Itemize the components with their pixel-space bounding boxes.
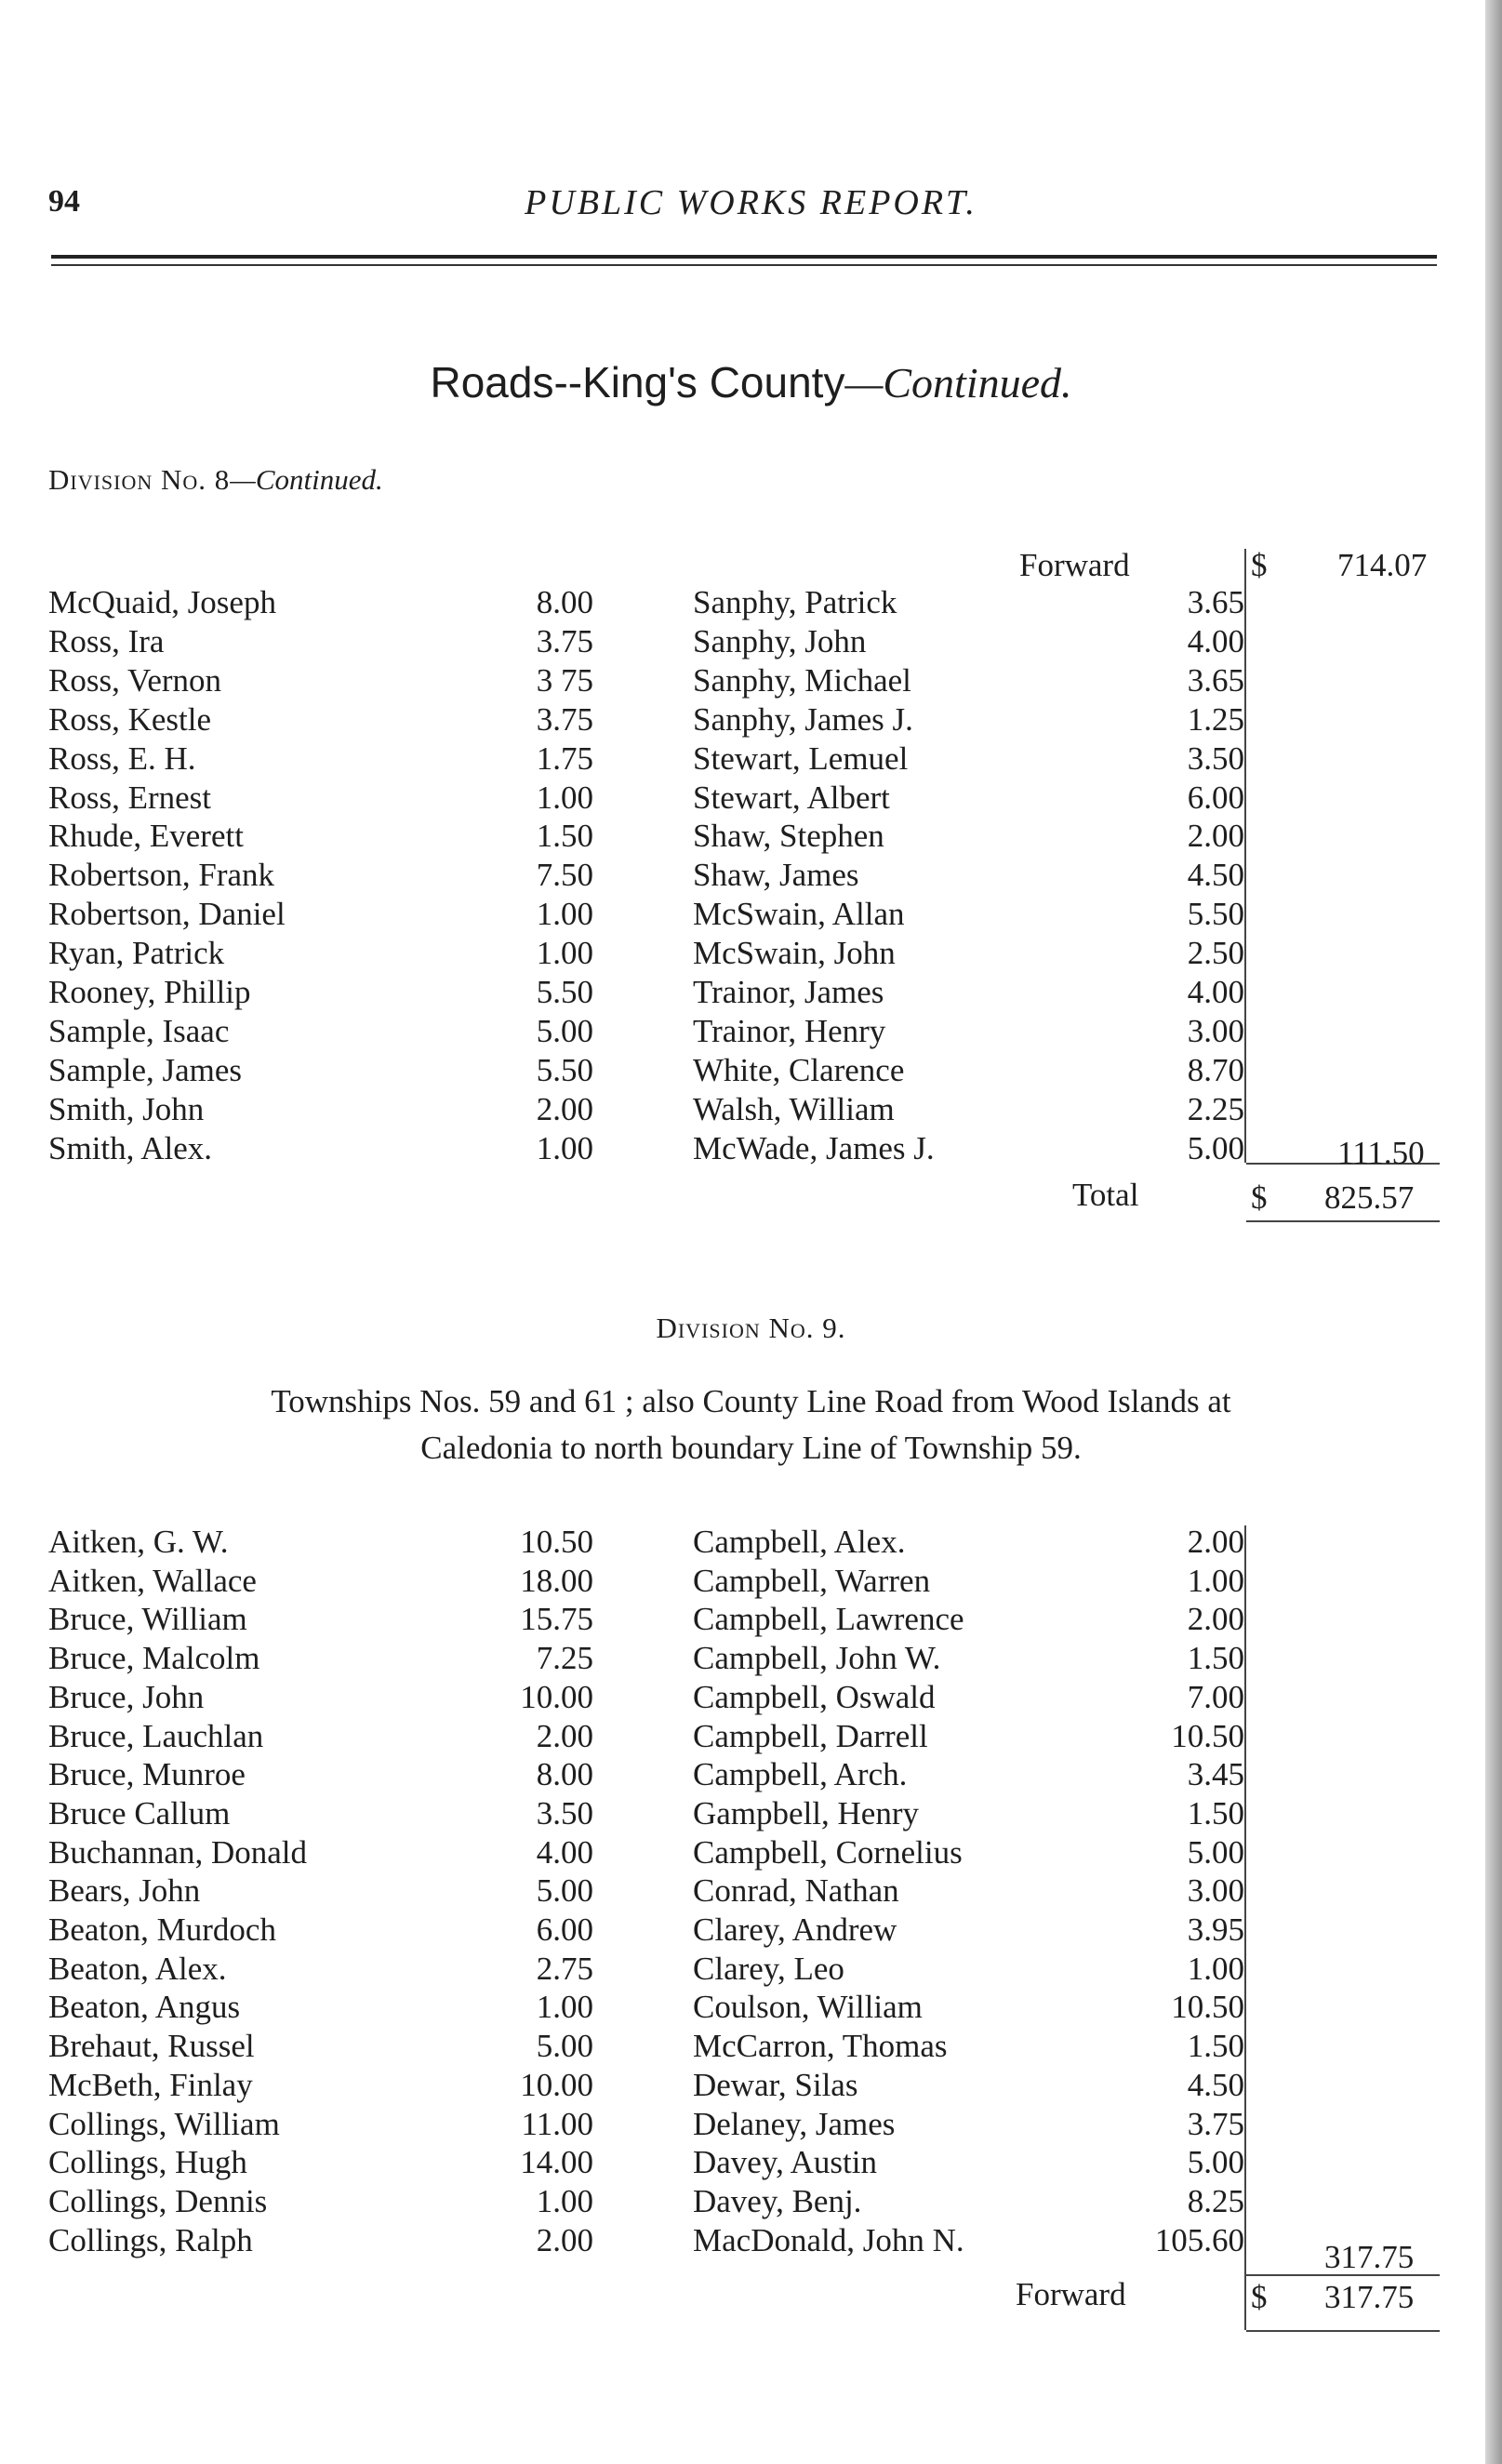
division-9-heading: Division No. 9. (656, 1312, 846, 1344)
entry-amount: 1.00 (536, 1989, 593, 2026)
division-8-total-amount: 825.57 (1324, 1179, 1415, 1216)
division-9-forward-rule (1246, 2330, 1440, 2332)
entry-amount: 7.25 (536, 1640, 593, 1677)
entry-name: Bruce, Malcolm (48, 1640, 260, 1677)
entry-amount: 8.70 (1187, 1051, 1244, 1088)
section-title (0, 357, 1502, 407)
division-8-heading (48, 463, 383, 497)
entry-amount: 3.75 (536, 700, 593, 738)
entry-name: Shaw, Stephen (693, 818, 884, 855)
entry-name: Campbell, Warren (693, 1562, 931, 1599)
entry-amount: 1.00 (536, 779, 593, 816)
entry-name: Collings, Hugh (48, 2144, 247, 2181)
entry-name: Campbell, Arch. (693, 1756, 908, 1793)
entry-amount: 1.50 (1187, 1640, 1244, 1677)
entry-amount: 3.75 (536, 622, 593, 659)
entry-amount: 5.50 (536, 974, 593, 1010)
entry-name: Trainor, James (693, 974, 884, 1010)
entry-amount: 1.50 (1187, 1794, 1244, 1831)
entry-amount: 7.50 (536, 857, 593, 894)
division-9-description-line-1: Townships Nos. 59 and 61 ; also County Line Road from Wood Islands at (271, 1383, 1231, 1419)
entry-name: Sanphy, Patrick (693, 584, 897, 620)
entry-name: Davey, Benj. (693, 2182, 862, 2219)
entry-amount: 2.75 (536, 1950, 593, 1987)
entry-name: Gampbell, Henry (693, 1794, 919, 1831)
entry-name: Campbell, Darrell (693, 1717, 928, 1754)
entry-amount: 3.95 (1187, 1911, 1244, 1948)
division-8-forward-amount: 714.07 (1337, 547, 1428, 583)
entry-name: Ross, Ernest (48, 779, 211, 816)
entry-name: Collings, Ralph (48, 2221, 253, 2258)
entry-name: McSwain, Allan (693, 896, 905, 933)
division-9-forward-dollar: $ (1251, 2279, 1268, 2315)
entry-name: Shaw, James (693, 857, 859, 894)
entry-amount: 1.50 (1187, 2028, 1244, 2065)
division-8-subtotal: 111.50 (1337, 1135, 1425, 1171)
entry-name: Ross, Ira (48, 622, 165, 659)
entry-name: Bruce, Munroe (48, 1756, 246, 1793)
entry-amount: 2.00 (536, 1717, 593, 1754)
entry-amount: 10.50 (520, 1524, 593, 1560)
entry-amount: 1.75 (536, 739, 593, 777)
division-9-subtotal: 317.75 (1324, 2239, 1415, 2275)
entry-name: Bruce, Lauchlan (48, 1717, 264, 1754)
entry-amount: 4.50 (1187, 857, 1244, 894)
entry-amount: 4.00 (1187, 974, 1244, 1010)
entry-amount: 1.00 (536, 1129, 593, 1166)
entry-amount: 5.50 (1187, 896, 1244, 933)
entry-name: Aitken, Wallace (48, 1562, 257, 1599)
entry-amount: 8.00 (536, 1756, 593, 1793)
entry-amount: 7.00 (1187, 1678, 1244, 1715)
entry-name: Sanphy, James J. (693, 700, 913, 738)
entry-name: Sanphy, Michael (693, 661, 911, 699)
entry-name: Bruce, William (48, 1601, 247, 1638)
entry-amount: 2.00 (1187, 1601, 1244, 1638)
entry-amount: 2.25 (1187, 1090, 1244, 1127)
entry-name: Bears, John (48, 1872, 201, 1910)
entry-amount: 14.00 (520, 2144, 593, 2181)
entry-amount: 5.50 (536, 1051, 593, 1088)
entry-name: Conrad, Nathan (693, 1872, 899, 1910)
entry-amount: 4.00 (536, 1833, 593, 1871)
entry-amount: 10.00 (520, 2066, 593, 2103)
entry-amount: 5.00 (536, 1872, 593, 1910)
entry-amount: 2.00 (536, 1090, 593, 1127)
entry-amount: 105.60 (1154, 2221, 1244, 2258)
entry-name: McCarron, Thomas (693, 2028, 948, 2065)
entry-name: Smith, John (48, 1090, 205, 1127)
entry-name: Ross, Kestle (48, 700, 211, 738)
entry-name: Sample, James (48, 1051, 243, 1088)
entry-name: McBeth, Finlay (48, 2066, 253, 2103)
entry-amount: 3.50 (1187, 739, 1244, 777)
entry-name: MacDonald, John N. (693, 2221, 964, 2258)
entry-name: Stewart, Lemuel (693, 739, 909, 777)
entry-name: Clarey, Leo (693, 1950, 844, 1987)
entry-name: McSwain, John (693, 935, 896, 972)
entry-amount: 4.00 (1187, 622, 1244, 659)
entry-amount: 1.00 (536, 896, 593, 933)
entry-name: Sanphy, John (693, 622, 867, 659)
entry-name: Coulson, William (693, 1989, 923, 2026)
entry-amount: 15.75 (520, 1601, 593, 1638)
header-rule-thick (51, 255, 1437, 259)
entry-name: Campbell, John W. (693, 1640, 941, 1677)
running-title: PUBLIC WORKS REPORT. (525, 183, 977, 222)
division-8-forward-dollar: $ (1251, 547, 1268, 583)
entry-name: Campbell, Lawrence (693, 1601, 964, 1638)
entry-name: Bruce, John (48, 1678, 205, 1715)
section-title-text: Roads--King's County (430, 358, 845, 406)
division-9-forward-amount: 317.75 (1324, 2279, 1415, 2315)
entry-name: Collings, William (48, 2105, 280, 2142)
entry-amount: 6.00 (1187, 779, 1244, 816)
entry-name: Campbell, Cornelius (693, 1833, 963, 1871)
entry-name: Beaton, Angus (48, 1989, 241, 2026)
entry-amount: 10.00 (520, 1678, 593, 1715)
entry-amount: 4.50 (1187, 2066, 1244, 2103)
entry-amount: 11.00 (521, 2105, 593, 2142)
division-8-total-rule-vertical (1244, 549, 1246, 1163)
entry-name: Beaton, Murdoch (48, 1911, 276, 1948)
entry-amount: 5.00 (536, 1012, 593, 1049)
entry-amount: 1.50 (536, 818, 593, 855)
entry-amount: 3.45 (1187, 1756, 1244, 1793)
page-number: 94 (48, 184, 80, 219)
division-9-description-line-2: Caledonia to north boundary Line of Township 59. (420, 1430, 1082, 1466)
entry-name: Stewart, Albert (693, 779, 890, 816)
entry-amount: 1.25 (1187, 700, 1244, 738)
entry-name: White, Clarence (693, 1051, 905, 1088)
entry-name: Bruce Callum (48, 1794, 231, 1831)
entry-name: Buchannan, Donald (48, 1833, 307, 1871)
division-8-total-label: Total (1072, 1177, 1139, 1213)
entry-name: Brehaut, Russel (48, 2028, 255, 2065)
entry-amount: 8.00 (536, 584, 593, 620)
entry-amount: 3.65 (1187, 661, 1244, 699)
entry-name: Walsh, William (693, 1090, 895, 1127)
entry-amount: 2.50 (1187, 935, 1244, 972)
entry-amount: 1.00 (1187, 1950, 1244, 1987)
division-8-heading-text: Division No. 8 (48, 463, 231, 496)
division-8-total-rule (1246, 1220, 1440, 1222)
entry-amount: 2.00 (1187, 818, 1244, 855)
entry-name: Ross, E. H. (48, 739, 196, 777)
entry-amount: 3.65 (1187, 584, 1244, 620)
entry-name: Collings, Dennis (48, 2182, 268, 2219)
entry-name: Delaney, James (693, 2105, 896, 2142)
entry-amount: 6.00 (536, 1911, 593, 1948)
entry-name: McQuaid, Joseph (48, 584, 276, 620)
entry-amount: 3.75 (1187, 2105, 1244, 2142)
entry-amount: 2.00 (536, 2221, 593, 2258)
entry-amount: 5.00 (1187, 1833, 1244, 1871)
entry-amount: 3.00 (1187, 1012, 1244, 1049)
entry-name: Smith, Alex. (48, 1129, 212, 1166)
section-title-continued: —Continued. (844, 359, 1072, 406)
entry-name: Robertson, Frank (48, 857, 275, 894)
entry-amount: 5.00 (1187, 1129, 1244, 1166)
entry-name: Aitken, G. W. (48, 1524, 229, 1560)
entry-amount: 10.50 (1171, 1717, 1244, 1754)
entry-name: Trainor, Henry (693, 1012, 886, 1049)
division-9-rule-vertical (1244, 1525, 1246, 2330)
entry-name: Ryan, Patrick (48, 935, 225, 972)
entry-name: Rooney, Phillip (48, 974, 251, 1010)
entry-name: Davey, Austin (693, 2144, 877, 2181)
entry-name: Beaton, Alex. (48, 1950, 227, 1987)
entry-amount: 3.50 (536, 1794, 593, 1831)
entry-name: Dewar, Silas (693, 2066, 858, 2103)
entry-amount: 1.00 (1187, 1562, 1244, 1599)
division-8-forward-label: Forward (1019, 547, 1130, 583)
entry-name: Campbell, Oswald (693, 1678, 936, 1715)
entry-amount: 1.00 (536, 935, 593, 972)
entry-amount: 1.00 (536, 2182, 593, 2219)
entry-amount: 5.00 (536, 2028, 593, 2065)
entry-name: Rhude, Everett (48, 818, 244, 855)
entry-amount: 8.25 (1187, 2182, 1244, 2219)
division-9-forward-label: Forward (1016, 2276, 1126, 2312)
entry-amount: 18.00 (520, 1562, 593, 1599)
entry-name: Clarey, Andrew (693, 1911, 897, 1948)
entry-amount: 10.50 (1171, 1989, 1244, 2026)
header-rule-thin (51, 264, 1437, 266)
entry-amount: 3.00 (1187, 1872, 1244, 1910)
entry-name: Ross, Vernon (48, 661, 222, 699)
entry-amount: 5.00 (1187, 2144, 1244, 2181)
entry-name: Robertson, Daniel (48, 896, 286, 933)
entry-amount: 2.00 (1187, 1524, 1244, 1560)
entry-name: Campbell, Alex. (693, 1524, 906, 1560)
entry-name: Sample, Isaac (48, 1012, 230, 1049)
division-8-heading-continued: —Continued. (230, 463, 383, 496)
entry-name: McWade, James J. (693, 1129, 935, 1166)
division-8-total-dollar: $ (1251, 1179, 1268, 1216)
entry-amount: 3 75 (536, 661, 593, 699)
